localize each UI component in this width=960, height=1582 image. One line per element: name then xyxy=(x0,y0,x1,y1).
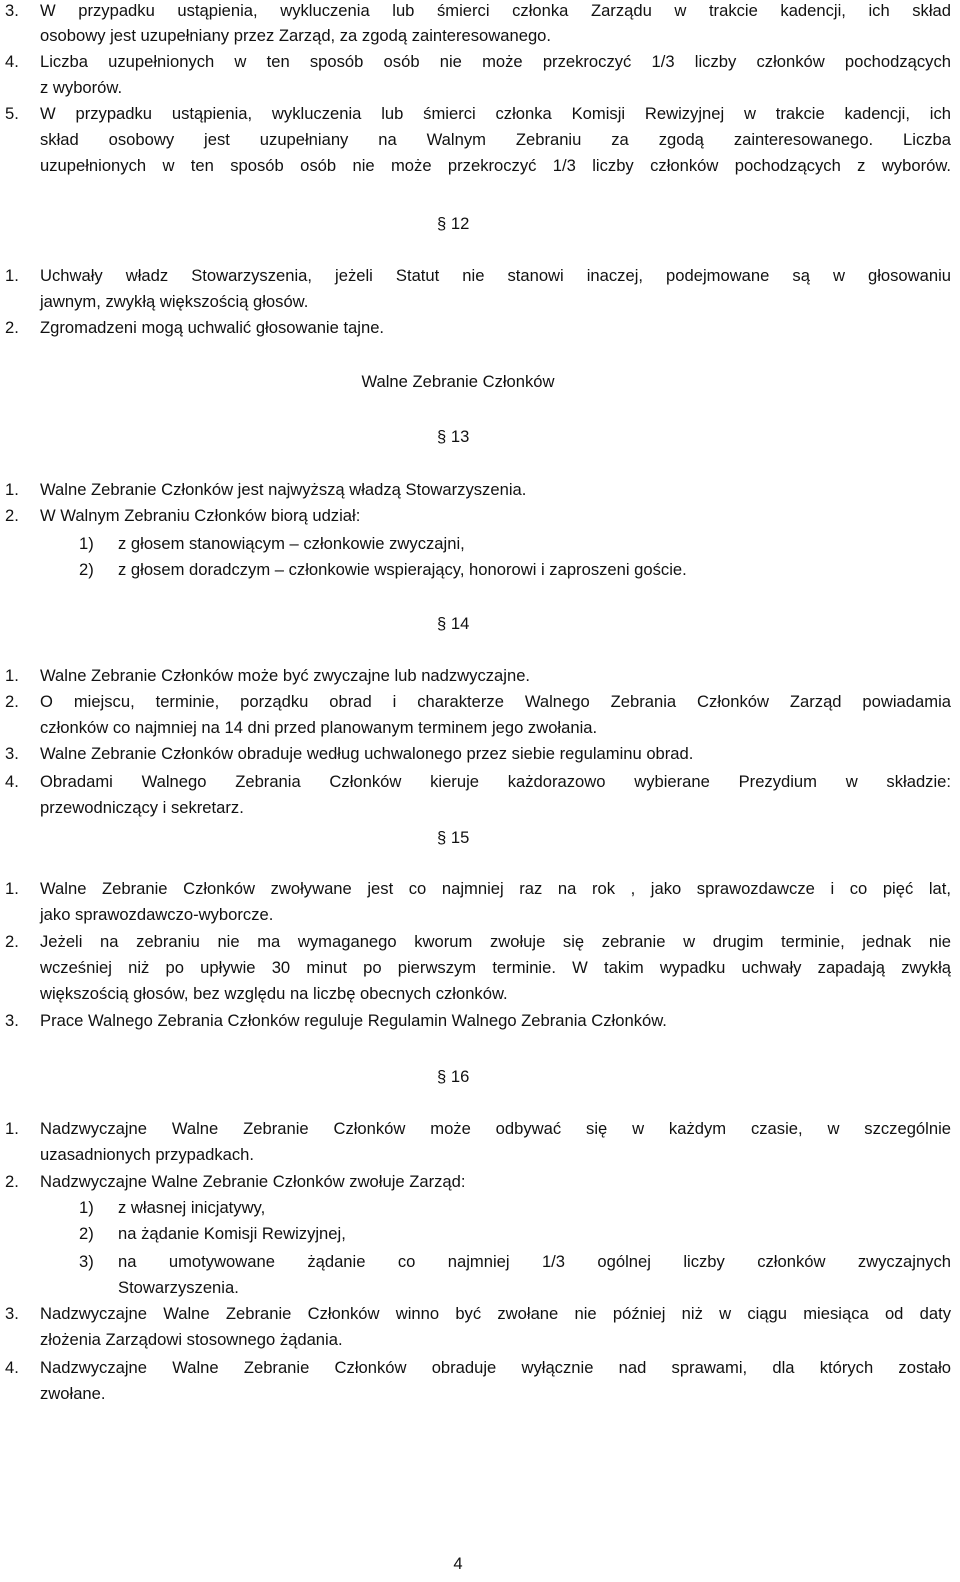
list-number: 1. xyxy=(5,480,19,499)
list-number: 2. xyxy=(5,692,19,711)
paragraph-text: skład osobowy jest uzupełniany na Walnym Zebraniu za zgodą zainteresowanego. Liczba xyxy=(40,130,951,149)
paragraph-text: O miejscu, terminie, porządku obrad i charakterze Walnego Zebrania Członków Zarząd powiadamia xyxy=(40,692,951,711)
paragraph-text: Walne Zebranie Członków zwoływane jest co najmniej raz na rok , jako sprawozdawcze i co pięć lat, xyxy=(40,879,951,898)
list-number: 1) xyxy=(79,534,94,553)
list-number: 5. xyxy=(5,104,19,123)
paragraph-2-line-1 xyxy=(0,689,960,715)
section-title: § 13 xyxy=(437,427,470,446)
paragraph-text: Walne Zebranie Członków jest najwyższą władzą Stowarzyszenia. xyxy=(40,480,527,499)
paragraph-text: Nadzwyczajne Walne Zebranie Członków może odbywać się w każdym czasie, w szczególnie xyxy=(40,1119,951,1138)
list-number: 2) xyxy=(79,560,94,579)
paragraph-5-line-3 xyxy=(0,153,960,179)
list-number: 1. xyxy=(5,879,19,898)
list-number: 3. xyxy=(5,1304,19,1323)
paragraph-4-line-2 xyxy=(0,795,960,821)
list-number: 2. xyxy=(5,1172,19,1191)
paragraph-text: Walne Zebranie Członków obraduje według uchwalonego przez siebie regulaminu obrad. xyxy=(40,744,694,763)
paragraph-text: jako sprawozdawczo-wyborcze. xyxy=(40,905,274,924)
list-item-text: z własnej inicjatywy, xyxy=(118,1198,266,1217)
paragraph-2-line-2 xyxy=(0,955,960,981)
list-item-3-line-2 xyxy=(0,1275,960,1301)
paragraph-text: uzupełnionych w ten sposób osób nie może przekroczyć 1/3 liczby członków pochodzących z wyborów. xyxy=(40,156,951,175)
paragraph-text: Uchwały władz Stowarzyszenia, jeżeli Statut nie stanowi inaczej, podejmowane są w głosowaniu xyxy=(40,266,951,285)
paragraph-text: z wyborów. xyxy=(40,78,123,97)
list-number: 3) xyxy=(79,1252,94,1271)
paragraph-1-line-2 xyxy=(0,289,960,315)
paragraph-1-line-2 xyxy=(0,902,960,928)
list-item-text: z głosem stanowiącym – członkowie zwyczajni, xyxy=(118,534,465,553)
paragraph-text: osobowy jest uzupełniany przez Zarząd, za zgodą zainteresowanego. xyxy=(40,26,552,45)
paragraph-text: Jeżeli na zebraniu nie ma wymaganego kworum zwołuje się zebranie w drugim terminie, jednak nie xyxy=(40,932,951,951)
section-title: § 15 xyxy=(437,828,470,847)
chapter-heading: Walne Zebranie Członków xyxy=(361,372,555,391)
paragraph-3-line-1 xyxy=(0,0,960,24)
paragraph-text: Obradami Walnego Zebrania Członków kieruje każdorazowo wybierane Prezydium w składzie: xyxy=(40,772,951,791)
list-number: 2. xyxy=(5,506,19,525)
paragraph-text: Nadzwyczajne Walne Zebranie Członków zwołuje Zarząd: xyxy=(40,1172,466,1191)
paragraph-1-line-1 xyxy=(0,663,960,689)
list-item-text: z głosem doradczym – członkowie wspierający, honorowi i zaproszeni goście. xyxy=(118,560,687,579)
list-number: 2. xyxy=(5,318,19,337)
list-number: 2. xyxy=(5,932,19,951)
list-item-3 xyxy=(0,1249,960,1275)
paragraph-2-line-1 xyxy=(0,503,960,529)
section-title: § 14 xyxy=(437,614,470,633)
paragraph-3-line-1 xyxy=(0,1008,960,1034)
list-number: 3. xyxy=(5,744,19,763)
paragraph-text: uzasadnionych przypadkach. xyxy=(40,1145,255,1164)
paragraph-text: wcześniej niż po upływie 30 minut po pierwszym terminie. W takim wypadku uchwały zapadają zwykłą xyxy=(40,958,951,977)
list-item-1 xyxy=(0,1195,960,1221)
paragraph-text: W przypadku ustąpienia, wykluczenia lub śmierci członka Zarządu w trakcie kadencji, ich skład xyxy=(40,1,951,20)
list-item-2 xyxy=(0,557,960,583)
list-item-2 xyxy=(0,1221,960,1247)
paragraph-4-line-2 xyxy=(0,75,960,101)
paragraph-text: Nadzwyczajne Walne Zebranie Członków obraduje wyłącznie nad sprawami, dla których zostało xyxy=(40,1358,951,1377)
paragraph-text: Zgromadzeni mogą uchwalić głosowanie tajne. xyxy=(40,318,385,337)
paragraph-5-line-1 xyxy=(0,101,960,127)
paragraph-2-line-1 xyxy=(0,1169,960,1195)
paragraph-2-line-1 xyxy=(0,929,960,955)
list-number: 3. xyxy=(5,1,19,20)
list-number: 4. xyxy=(5,1358,19,1377)
list-number: 3. xyxy=(5,1011,19,1030)
list-number: 1. xyxy=(5,1119,19,1138)
paragraph-3-line-2 xyxy=(0,1327,960,1353)
paragraph-text: Prace Walnego Zebrania Członków reguluje Regulamin Walnego Zebrania Członków. xyxy=(40,1011,667,1030)
paragraph-text: jawnym, zwykłą większością głosów. xyxy=(40,292,309,311)
paragraph-text: zwołane. xyxy=(40,1384,106,1403)
list-number: 4. xyxy=(5,772,19,791)
page-number: 4 xyxy=(453,1554,463,1573)
paragraph-4-line-2 xyxy=(0,1381,960,1407)
paragraph-2-line-3 xyxy=(0,981,960,1007)
paragraph-3-line-1 xyxy=(0,741,960,767)
paragraph-1-line-1 xyxy=(0,263,960,289)
paragraph-4-line-1 xyxy=(0,769,960,795)
section-title: § 16 xyxy=(437,1067,470,1086)
list-number: 1. xyxy=(5,666,19,685)
paragraph-1-line-1 xyxy=(0,876,960,902)
paragraph-text: członków co najmniej na 14 dni przed planowanym terminem jego zwołania. xyxy=(40,718,598,737)
paragraph-text: W Walnym Zebraniu Członków biorą udział: xyxy=(40,506,361,525)
list-item-text: Stowarzyszenia. xyxy=(118,1278,239,1297)
paragraph-4-line-1 xyxy=(0,1355,960,1381)
paragraph-text: Walne Zebranie Członków może być zwyczajne lub nadzwyczajne. xyxy=(40,666,531,685)
paragraph-text: większością głosów, bez względu na liczbę obecnych członków. xyxy=(40,984,508,1003)
paragraph-text: Liczba uzupełnionych w ten sposób osób nie może przekroczyć 1/3 liczby członków pochodzących xyxy=(40,52,951,71)
paragraph-text: W przypadku ustąpienia, wykluczenia lub śmierci członka Komisji Rewizyjnej w trakcie kadencji, ich xyxy=(40,104,951,123)
list-number: 4. xyxy=(5,52,19,71)
paragraph-1-line-1 xyxy=(0,1116,960,1142)
paragraph-text: złożenia Zarządowi stosownego żądania. xyxy=(40,1330,343,1349)
list-item-text: na umotywowane żądanie co najmniej 1/3 ogólnej liczby członków zwyczajnych xyxy=(118,1252,951,1271)
paragraph-1-line-2 xyxy=(0,1142,960,1168)
list-number: 2) xyxy=(79,1224,94,1243)
section-title: § 12 xyxy=(437,214,470,233)
paragraph-4-line-1 xyxy=(0,49,960,75)
paragraph-3-line-1 xyxy=(0,1301,960,1327)
list-item-1 xyxy=(0,531,960,557)
paragraph-text: Nadzwyczajne Walne Zebranie Członków winno być zwołane nie później niż w ciągu miesiąca od daty xyxy=(40,1304,951,1323)
list-number: 1) xyxy=(79,1198,94,1217)
paragraph-1-line-1 xyxy=(0,477,960,503)
paragraph-3-line-2 xyxy=(0,23,960,49)
list-item-text: na żądanie Komisji Rewizyjnej, xyxy=(118,1224,346,1243)
paragraph-5-line-2 xyxy=(0,127,960,153)
paragraph-text: przewodniczący i sekretarz. xyxy=(40,798,244,817)
paragraph-2-line-1 xyxy=(0,315,960,341)
list-number: 1. xyxy=(5,266,19,285)
paragraph-2-line-2 xyxy=(0,715,960,741)
